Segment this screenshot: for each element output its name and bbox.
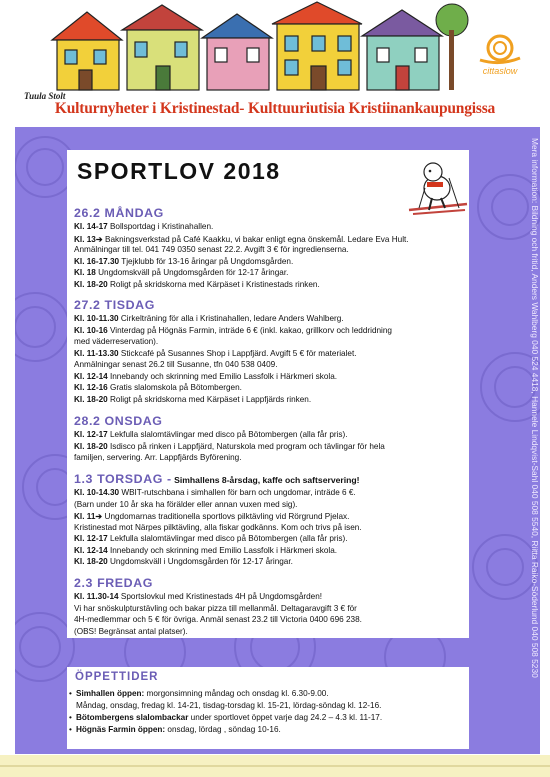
schedule-line: Kl. 10-16 Vinterdag på Högnäs Farmin, inträde 6 € (inkl. kakao, grillkorv och leddridning	[74, 325, 392, 335]
day-heading: 28.2 ONSDAG	[74, 414, 163, 428]
schedule-line: Anmälningar till tel. 041 749 0350 senast 22.2. Avgift 3 € för ingredienserna.	[74, 245, 349, 254]
artist-signature: Tuula Stolt	[24, 91, 66, 101]
schedule-line: Vi har snöskulpturstävling och bakar pizza till mellanmål. Deltagaravgift 3 € för	[74, 603, 357, 613]
cittaslow-logo	[470, 22, 530, 82]
page-header	[0, 0, 550, 127]
schedule-line: Kl. 11➔ Ungdomarnas traditionella sportlovs pilktävling vid Rörgrund Pjelax.	[74, 512, 350, 521]
opening-hours-panel	[67, 667, 469, 749]
schedule-line: Kl. 18-20 Roligt på skridskorna med Kärpäset i Kristinestads rinken.	[74, 279, 320, 289]
schedule-line: Anmälningar senast 26.2 till Susanne, tfn 040 538 0409.	[74, 360, 278, 369]
opening-item: • Bötombergens slalombackar under sportlovet öppet varje dag 24.2 – 4.3 kl. 11-17.	[76, 713, 382, 722]
logo-text: cittaslow	[482, 66, 518, 76]
schedule-line: Kl. 10-14.30 WBIT-rutschbana i simhallen för barn och ungdomar, inträde 6 €.	[74, 488, 356, 497]
day-heading: 1.3 TORSDAG - Simhallens 8-årsdag, kaffe och saftservering!	[74, 472, 360, 486]
side-contact-text: Mera information: Bildning och fritid, Anders Wahlberg 040 524 4418, Hannele Lindqvist-Sahl 040 508 5540, Riitta Raiko-Söderlund 040 508 5230	[530, 138, 540, 678]
houses-illustration	[32, 0, 472, 92]
day-note: Simhallens 8-årsdag, kaffe och saftservering!	[171, 475, 360, 485]
opening-item-continued: Måndag, onsdag, fredag kl. 14-21, tisdag-torsdag kl. 15-21, lördag-söndag kl. 12-16.	[76, 701, 382, 710]
schedule-line: med väderreservation).	[74, 337, 159, 346]
day-heading: 26.2 MÅNDAG	[74, 206, 164, 220]
schedule-line: (OBS! Begränsat antal platser).	[74, 626, 188, 636]
schedule-line: (Barn under 10 år ska ha förälder eller annan vuxen med sig).	[74, 499, 298, 509]
schedule-line: Kl. 12-16 Gratis slalomskola på Bötombergen.	[74, 383, 242, 392]
page-title: Kulturnyheter i Kristinestad- Kulttuuriutisia Kristiinankaupungissa	[54, 100, 496, 117]
opening-hours-title: ÖPPETTIDER	[75, 671, 159, 683]
day-heading: 2.3 FREDAG	[74, 576, 153, 590]
schedule-line: Kl. 18-20 Ungdomskväll i Ungdomsgården för 12-17 åringar.	[74, 557, 293, 566]
schedule-panel	[67, 150, 469, 638]
side-contact-info	[527, 138, 541, 748]
schedule-line: Kristinestad mot Närpes pilktävling, alla fiskar godkänns. Kom och trivs på isen.	[74, 522, 362, 532]
schedule-line: Kl. 12-17 Lekfulla slalomtävlingar med disco på Bötombergen (alla får pris).	[74, 430, 348, 439]
footer-pattern	[0, 755, 550, 777]
opening-item: • Simhallen öppen: morgonsimning måndag och onsdag kl. 6.30-9.00.	[76, 689, 329, 698]
schedule-line: Kl. 12-14 Innebandy och skrinning med Emilio Lassfolk i Härkmeri skola.	[74, 545, 338, 555]
schedule-line: 4H-medlemmar och 5 € för övriga. Anmäl senast 23.2 till Victoria 0400 696 238.	[74, 615, 362, 624]
footer-border	[0, 755, 550, 777]
schedule-line: Kl. 12-14 Innebandy och skrinning med Emilio Lassfolk i Härkmeri skola.	[74, 371, 338, 381]
schedule-line: Kl. 16-17.30 Tjejklubb för 13-16 åringar på Ungdomsgården.	[74, 256, 294, 266]
day-heading: 27.2 TISDAG	[74, 298, 155, 312]
schedule-line: Kl. 18-20 Isdisco på rinken i Lappfjärd, Naturskola med program och tävlingar för hela	[74, 441, 385, 451]
sportlov-title: SPORTLOV 2018	[77, 158, 281, 184]
schedule-line: Kl. 11.30-14 Sportslovkul med Kristinestads 4H på Ungdomsgården!	[74, 592, 323, 601]
schedule-line: Kl. 10-11.30 Cirkelträning för alla i Kristinahallen, ledare Anders Wahlberg.	[74, 314, 344, 323]
schedule-line: Kl. 13➔ Bakningsverkstad på Café Kaakku, vi bakar enligt egna önskemål. Ledare Eva Hult.	[74, 234, 409, 244]
opening-item: • Högnäs Farmin öppen: onsdag, lördag , söndag 10-16.	[76, 725, 281, 734]
schedule-line: Kl. 18-20 Roligt på skridskorna med Kärpäset i Lappfjärds rinken.	[74, 394, 312, 404]
schedule-line: Kl. 18 Ungdomskväll på Ungdomsgården för 12-17 åringar.	[74, 268, 289, 277]
skiing-sheep-illustration	[407, 158, 469, 216]
schedule-line: Kl. 12-17 Lekfulla slalomtävlingar med disco på Bötombergen (alla får pris).	[74, 534, 348, 543]
schedule-line: Kl. 11-13.30 Stickcafé på Susannes Shop i Lappfjärd. Avgift 5 € för materialet.	[74, 348, 357, 358]
schedule-line: Kl. 14-17 Bollsportdag i Kristinahallen.	[74, 222, 214, 231]
schedule-line: familjen, servering. Arr. Lappfjärds Byförening.	[74, 453, 242, 462]
